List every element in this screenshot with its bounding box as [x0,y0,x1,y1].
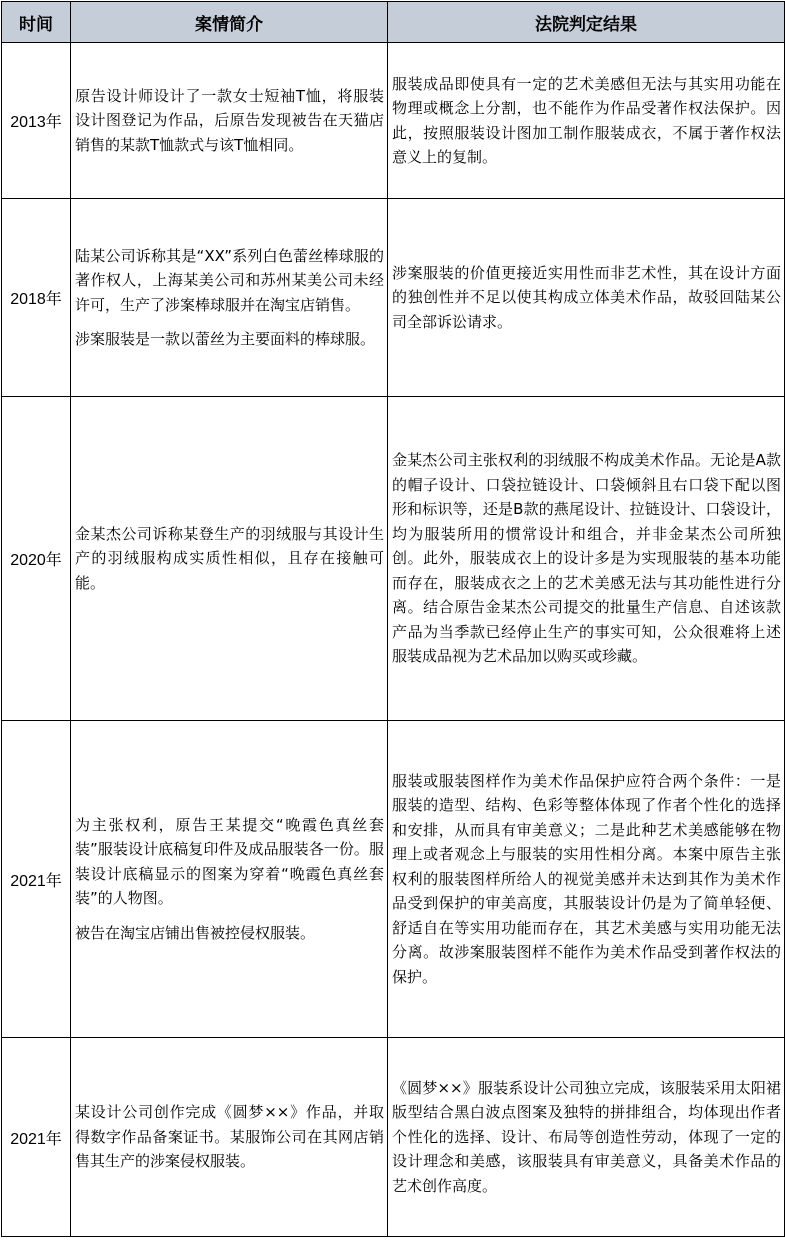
header-summary: 案情简介 [71,2,388,43]
header-row [2,2,785,43]
summary-paragraph: 涉案服装是一款以蕾丝为主要面料的棒球服。 [75,330,376,348]
verdict-cell: 《圆梦××》服装系设计公司独立完成，该服装采用太阳裙版型结合黑白波点图案及独特的拼排组合，均体现出作者个性化的选择、设计、布局等创造性劳动，体现了一定的设计理念和美感，该服装具有审美意义，具备美术作品的艺术创作高度。 [388,1038,785,1237]
summary-cell [71,1038,388,1237]
header-year: 时间 [2,2,71,43]
summary-cell [71,199,388,397]
verdict-cell: 服装或服装图样作为美术作品保护应符合两个条件：一是服装的造型、结构、色彩等整体体现了作者个性化的选择和安排，从而具有审美意义；二是此种艺术美感能够在物理上或者观念上与服装的实用性相分离。本案中原告主张权利的服装图样所给人的视觉美感并未达到其作为美术作品受到保护的审美高度，其服装设计仍是为了简单轻便、舒适自在等实用功能而存在，其艺术美感与实用功能无法分离。故涉案服装图样不能作为美术作品受到著作权法的保护。 [388,721,785,1038]
summary-cell [71,43,388,199]
year-cell: 2021年 [2,721,71,1038]
verdict-cell: 涉案服装的价值更接近实用性而非艺术性，其在设计方面的独创性并不足以使其构成立体美术作品，故驳回陆某公司全部诉讼请求。 [388,199,785,397]
year-cell: 2021年 [2,1038,71,1237]
summary-paragraph: 陆某公司诉称其是“XX”系列白色蕾丝棒球服的著作权人，上海某美公司和苏州某美公司未经许可，生产了涉案棒球服并在淘宝店销售。 [75,246,384,314]
verdict-cell: 金某杰公司主张权利的羽绒服不构成美术作品。无论是A款的帽子设计、口袋拉链设计、口袋倾斜且右口袋下配以图形和标识等，还是B款的燕尾设计、拉链设计、口袋设计，均为服装所用的惯常设计和组合，并非金某杰公司所独创。此外，服装成衣上的设计多是为实现服装的基本功能而存在，服装成衣之上的艺术美感无法与其功能性进行分离。结合原告金某杰公司提交的批量生产信息、自述该款产品为当季款已经停止生产的事实可知，公众很难将上述服装成品视为艺术品加以购买或珍藏。 [388,397,785,721]
summary-cell [71,721,388,1038]
summary-paragraph: 被告在淘宝店铺出售被控侵权服装。 [75,923,316,942]
summary-paragraph: 金某杰公司诉称某登生产的羽绒服与其设计生产的羽绒服构成实质性相似，且存在接触可能。 [75,524,384,592]
year-cell: 2013年 [2,43,71,199]
summary-paragraph: 某设计公司创作完成《圆梦××》作品，并取得数字作品备案证书。某服饰公司在其网店销售其生产的涉案侵权服装。 [75,1103,384,1171]
table-row [2,1038,785,1237]
table-row [2,43,785,199]
verdict-cell: 服装成品即使具有一定的艺术美感但无法与其实用功能在物理或概念上分割，也不能作为作品受著作权法保护。因此，按照服装设计图加工制作服装成衣，不属于著作权法意义上的复制。 [388,43,785,199]
summary-paragraph: 为主张权利，原告王某提交“晚霞色真丝套装”服装设计底稿复印件及成品服装各一份。服装设计底稿显示的图案为穿着“晚霞色真丝套装”的人物图。 [75,815,384,908]
year-cell: 2018年 [2,199,71,397]
table-row [2,199,785,397]
case-table [1,1,785,1237]
year-cell: 2020年 [2,397,71,721]
summary-cell [71,397,388,721]
table-row [2,721,785,1038]
header-verdict: 法院判定结果 [388,2,785,43]
summary-paragraph: 原告设计师设计了一款女士短袖T恤，将服装设计图登记为作品，后原告发现被告在天猫店销售的某款T恤款式与该T恤相同。 [75,86,384,154]
table-row [2,397,785,721]
